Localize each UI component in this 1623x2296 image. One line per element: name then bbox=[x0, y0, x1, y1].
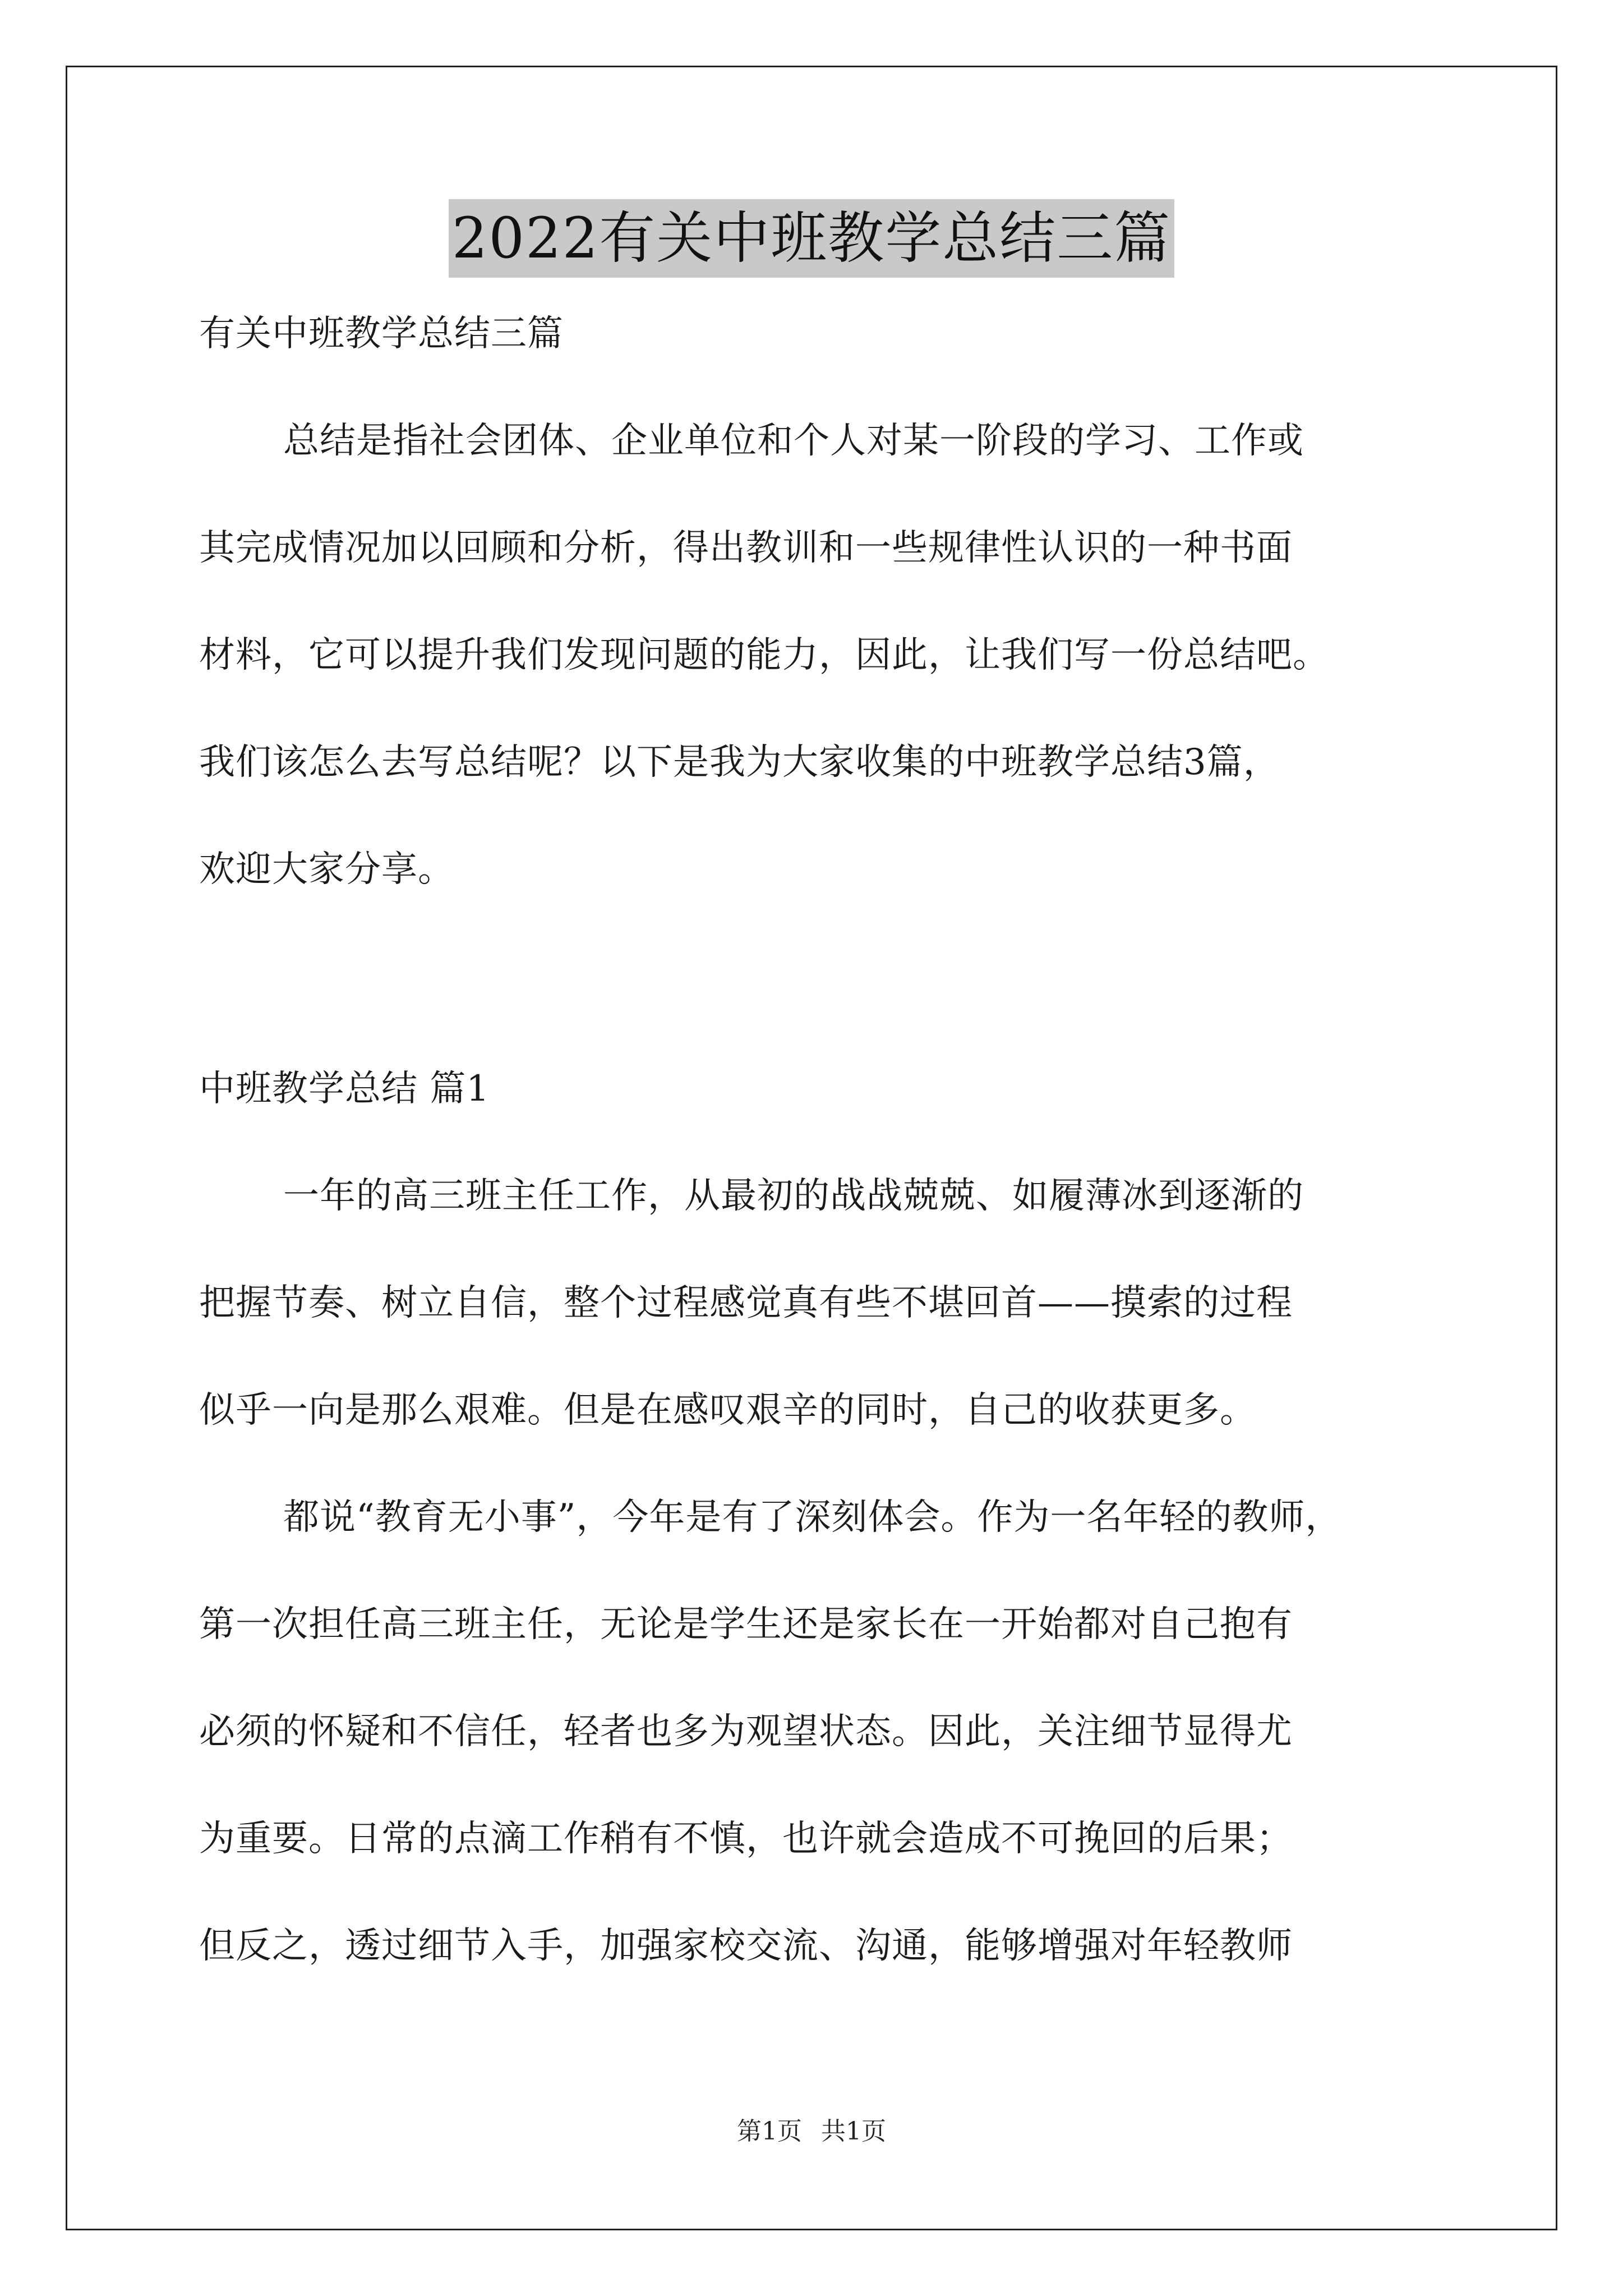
page-number-total: 共1页 bbox=[821, 2117, 886, 2146]
intro-line: 总结是指社会团体、企业单位和个人对某一阶段的学习、工作或 bbox=[283, 420, 1304, 462]
paragraph-line: 一年的高三班主任工作，从最初的战战兢兢、如履薄冰到逐渐的 bbox=[283, 1175, 1304, 1217]
section-heading: 中班教学总结 篇1 bbox=[199, 1068, 490, 1110]
section-paragraph bbox=[199, 1491, 1467, 1973]
paragraph-line: 必须的怀疑和不信任，轻者也多为观望状态。因此，关注细节显得尤 bbox=[199, 1711, 1293, 1752]
title-container bbox=[0, 199, 1623, 278]
paragraph-line: 但反之，透过细节入手，加强家校交流、沟通，能够增强对年轻教师 bbox=[199, 1925, 1293, 1967]
intro-line: 欢迎大家分享。 bbox=[199, 849, 454, 890]
intro-paragraph bbox=[199, 415, 1467, 896]
page-number-current: 第1页 bbox=[737, 2117, 802, 2146]
page-footer bbox=[0, 2115, 1623, 2148]
paragraph-line: 第一次担任高三班主任，无论是学生还是家长在一开始都对自己抱有 bbox=[199, 1604, 1293, 1645]
intro-line: 我们该怎么去写总结呢？以下是我为大家收集的中班教学总结3篇， bbox=[199, 742, 1280, 783]
intro-line: 材料，它可以提升我们发现问题的能力，因此，让我们写一份总结吧。 bbox=[199, 634, 1329, 676]
section-paragraph bbox=[199, 1170, 1467, 1437]
paragraph-line: 为重要。日常的点滴工作稍有不慎，也许就会造成不可挽回的后果； bbox=[199, 1818, 1293, 1860]
paragraph-line: 似乎一向是那么艰难。但是在感叹艰辛的同时，自己的收获更多。 bbox=[199, 1389, 1256, 1431]
document-body bbox=[199, 307, 1467, 1973]
paragraph-line: 把握节奏、树立自信，整个过程感觉真有些不堪回首——摸索的过程 bbox=[199, 1282, 1293, 1324]
document-subtitle: 有关中班教学总结三篇 bbox=[199, 313, 564, 355]
paragraph-line: 都说“教育无小事”，今年是有了深刻体会。作为一名年轻的教师， bbox=[283, 1497, 1342, 1538]
intro-line: 其完成情况加以回顾和分析，得出教训和一些规律性认识的一种书面 bbox=[199, 527, 1293, 569]
document-title: 2022有关中班教学总结三篇 bbox=[449, 199, 1175, 278]
